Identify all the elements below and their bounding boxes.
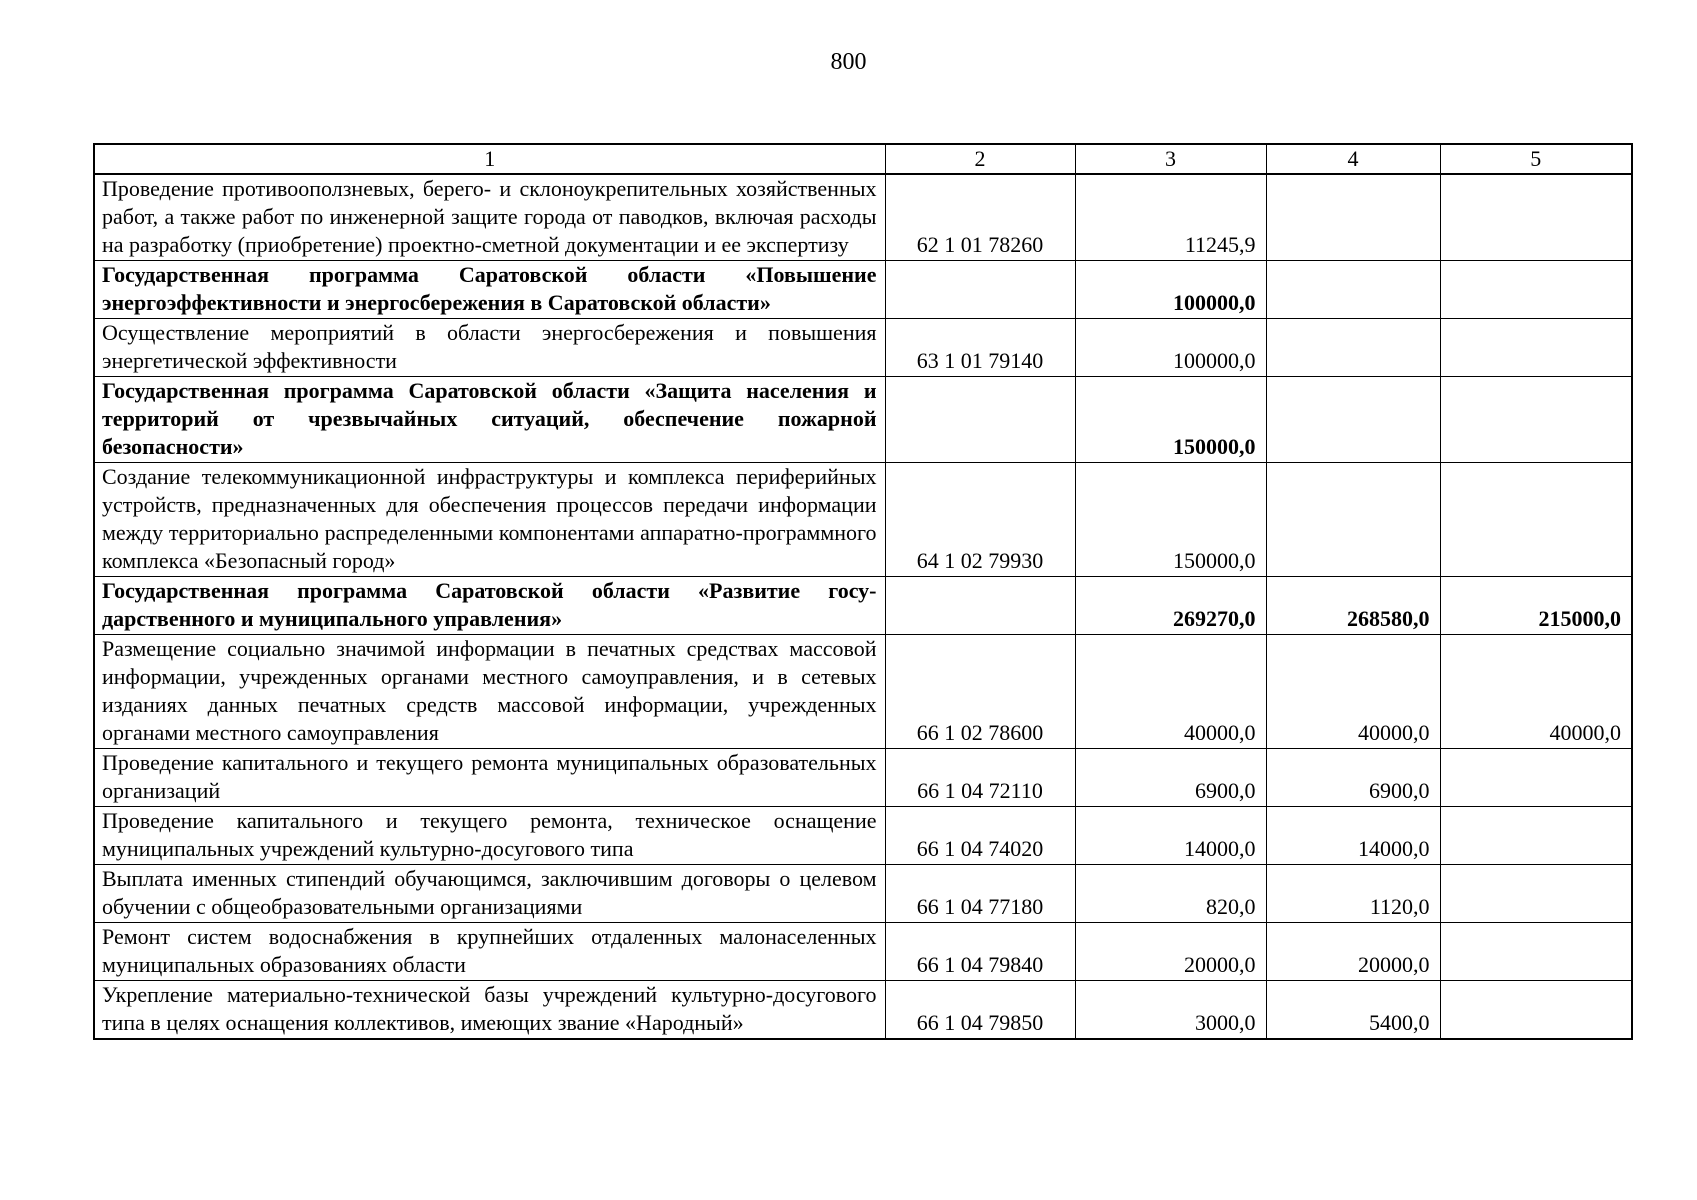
budget-code-cell: 66 1 02 78600	[885, 635, 1075, 749]
amount-col3-cell: 100000,0	[1075, 319, 1266, 377]
table-row	[94, 261, 1632, 319]
budget-table	[93, 143, 1633, 1040]
amount-col5-cell	[1440, 865, 1632, 923]
budget-code-cell: 66 1 04 77180	[885, 865, 1075, 923]
amount-col3-cell: 14000,0	[1075, 807, 1266, 865]
budget-code-cell	[885, 577, 1075, 635]
budget-code-cell: 64 1 02 79930	[885, 463, 1075, 577]
amount-col4-cell: 5400,0	[1266, 981, 1440, 1040]
expense-name-cell: Создание телекоммуникационной инфраструктуры и комплекса периферийных устройств, предназначенных для обеспечения процессов передачи информации между территориально распределенными компонентами аппаратно-программного комплекса «Безопасный город»	[94, 463, 885, 577]
amount-col5-cell: 215000,0	[1440, 577, 1632, 635]
expense-name-cell: Осуществление мероприятий в области энергосбережения и повышения энергетической эффективности	[94, 319, 885, 377]
amount-col5-cell	[1440, 261, 1632, 319]
table-row	[94, 377, 1632, 463]
amount-col3-cell: 40000,0	[1075, 635, 1266, 749]
table-row	[94, 865, 1632, 923]
amount-col3-cell: 100000,0	[1075, 261, 1266, 319]
amount-col3-cell: 11245,9	[1075, 174, 1266, 261]
amount-col5-cell	[1440, 807, 1632, 865]
table-body	[94, 174, 1632, 1039]
expense-name-cell: Укрепление материально-технической базы учреждений культурно-досугового типа в целях оснащения коллективов, имеющих звание «Народный»	[94, 981, 885, 1040]
amount-col5-cell	[1440, 463, 1632, 577]
table-row	[94, 635, 1632, 749]
amount-col5-cell	[1440, 749, 1632, 807]
expense-name-cell: Проведение противооползневых, берего- и склоноукрепительных хозяйственных работ, а также работ по инженерной защите города от паводков, включая расходы на разработку (приобретение) проектно-сметной документации и ее экспертизу	[94, 174, 885, 261]
amount-col4-cell	[1266, 377, 1440, 463]
budget-code-cell: 62 1 01 78260	[885, 174, 1075, 261]
amount-col3-cell: 3000,0	[1075, 981, 1266, 1040]
amount-col4-cell: 1120,0	[1266, 865, 1440, 923]
amount-col4-cell	[1266, 463, 1440, 577]
expense-name-cell: Выплата именных стипендий обучающимся, заключившим договоры о целевом обучении с общеобразовательными организациями	[94, 865, 885, 923]
column-header-3: 3	[1075, 144, 1266, 174]
amount-col4-cell	[1266, 174, 1440, 261]
amount-col5-cell	[1440, 319, 1632, 377]
table-row	[94, 463, 1632, 577]
table-row	[94, 174, 1632, 261]
amount-col5-cell	[1440, 923, 1632, 981]
budget-code-cell: 66 1 04 79840	[885, 923, 1075, 981]
expense-name-cell: Размещение социально значимой информации в печатных средствах массовой информации, учрежденных органами местного самоуправления, и в сетевых изданиях данных печатных средств массовой информации, учрежденных органами местного самоуправления	[94, 635, 885, 749]
table-row	[94, 577, 1632, 635]
amount-col3-cell: 269270,0	[1075, 577, 1266, 635]
amount-col3-cell: 820,0	[1075, 865, 1266, 923]
budget-code-cell	[885, 377, 1075, 463]
amount-col3-cell: 150000,0	[1075, 463, 1266, 577]
column-header-2: 2	[885, 144, 1075, 174]
amount-col4-cell: 268580,0	[1266, 577, 1440, 635]
table-row	[94, 749, 1632, 807]
amount-col3-cell: 6900,0	[1075, 749, 1266, 807]
table-header-row	[94, 144, 1632, 174]
budget-code-cell: 63 1 01 79140	[885, 319, 1075, 377]
expense-name-cell: Проведение капитального и текущего ремонта муниципальных образовательных организаций	[94, 749, 885, 807]
amount-col5-cell	[1440, 377, 1632, 463]
column-header-1: 1	[94, 144, 885, 174]
amount-col4-cell: 6900,0	[1266, 749, 1440, 807]
amount-col4-cell: 40000,0	[1266, 635, 1440, 749]
expense-name-cell: Государственная программа Саратовской области «Защита населения и территорий от чрезвычайных ситуаций, обеспечение пожарной безопасности»	[94, 377, 885, 463]
table-row	[94, 807, 1632, 865]
column-header-4: 4	[1266, 144, 1440, 174]
budget-code-cell: 66 1 04 74020	[885, 807, 1075, 865]
budget-code-cell: 66 1 04 72110	[885, 749, 1075, 807]
table-row	[94, 981, 1632, 1040]
amount-col4-cell: 20000,0	[1266, 923, 1440, 981]
expense-name-cell: Проведение капитального и текущего ремонта, техническое оснащение муниципальных учреждений культурно-досугового типа	[94, 807, 885, 865]
amount-col4-cell	[1266, 261, 1440, 319]
page-number: 800	[830, 49, 867, 75]
expense-name-cell: Государственная программа Саратовской области «Повышение энергоэффективности и энергосбережения в Саратовской области»	[94, 261, 885, 319]
table-row	[94, 319, 1632, 377]
amount-col3-cell: 150000,0	[1075, 377, 1266, 463]
column-header-5: 5	[1440, 144, 1632, 174]
amount-col5-cell: 40000,0	[1440, 635, 1632, 749]
expense-name-cell: Ремонт систем водоснабжения в крупнейших отдаленных малонаселенных муниципальных образованиях области	[94, 923, 885, 981]
amount-col3-cell: 20000,0	[1075, 923, 1266, 981]
table-row	[94, 923, 1632, 981]
budget-code-cell	[885, 261, 1075, 319]
amount-col4-cell: 14000,0	[1266, 807, 1440, 865]
expense-name-cell: Государственная программа Саратовской области «Развитие государственного и муниципального управления»	[94, 577, 885, 635]
amount-col5-cell	[1440, 174, 1632, 261]
budget-code-cell: 66 1 04 79850	[885, 981, 1075, 1040]
amount-col5-cell	[1440, 981, 1632, 1040]
amount-col4-cell	[1266, 319, 1440, 377]
